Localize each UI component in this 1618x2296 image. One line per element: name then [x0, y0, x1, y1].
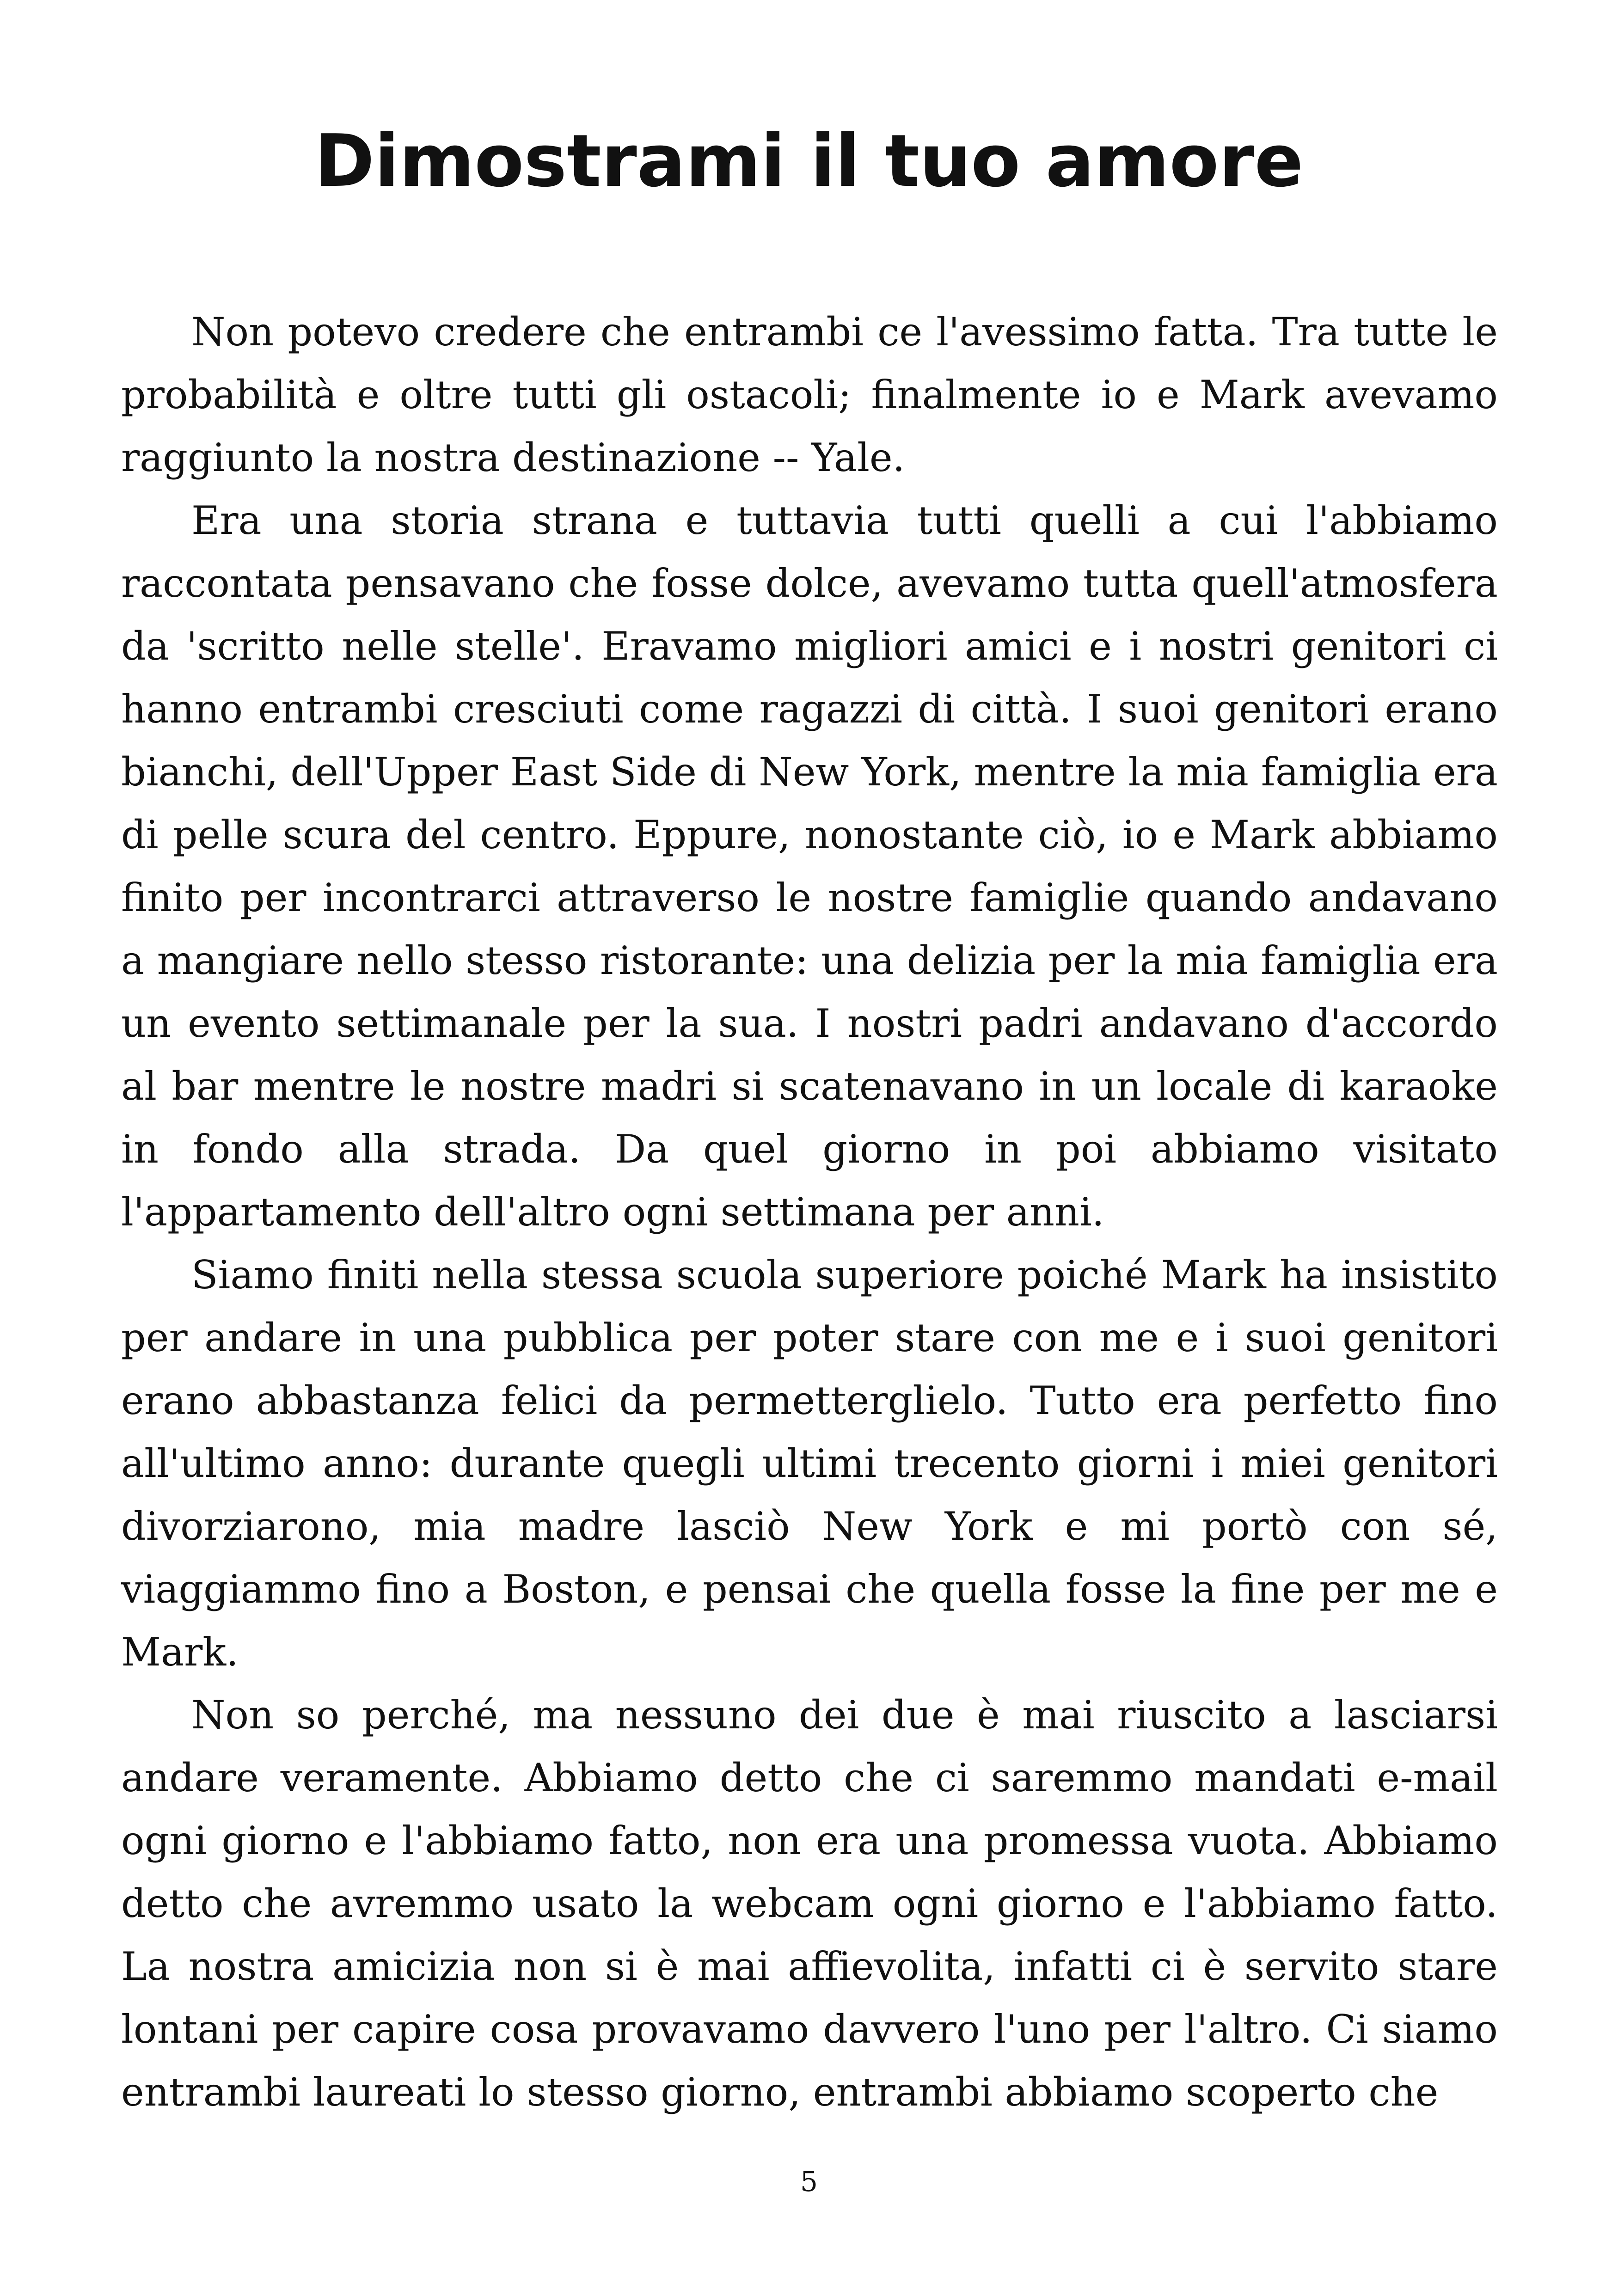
chapter-title: Dimostrami il tuo amore: [314, 119, 1304, 203]
chapter-body: [121, 300, 1498, 2124]
page-number: 5: [800, 2166, 818, 2198]
paragraph-2: Era una storia strana e tuttavia tutti quelli a cui l'abbiamo raccontata pensavano che fosse dolce, avevamo tutta quell'atmosfera da 'scritto nelle stelle'. Eravamo migliori amici e i nostri genitori ci hanno entrambi cresciuti come ragazzi di città. I suoi genitori erano bianchi, dell'Upper East Side di New York, mentre la mia famiglia era di pelle scura del centro. Eppure, nonostante ciò, io e Mark abbiamo finito per incontrarci attraverso le nostre famiglie quando andavano a mangiare nello stesso ristorante: una delizia per la mia famiglia era un evento settimanale per la sua. I nostri padri andavano d'accordo al bar mentre le nostre madri si scatenavano in un locale di karaoke in fondo alla strada. Da quel giorno in poi abbiamo visitato l'appartamento dell'altro ogni settimana per anni.: [121, 498, 1498, 1235]
paragraph-4: Non so perché, ma nessuno dei due è mai riuscito a lasciarsi andare veramente. Abbiamo detto che ci saremmo mandati e-mail ogni giorno e l'abbiamo fatto, non era una promessa vuota. Abbiamo detto che avremmo usato la webcam ogni giorno e l'abbiamo fatto. La nostra amicizia non si è mai affievolita, infatti ci è servito stare lontani per capire cosa provavamo davvero l'uno per l'altro. Ci siamo entrambi laureati lo stesso giorno, entrambi abbiamo scoperto che: [121, 1692, 1498, 2115]
paragraph-3: Siamo finiti nella stessa scuola superiore poiché Mark ha insistito per andare in una pubblica per poter stare con me e i suoi genitori erano abbastanza felici da permetterglielo. Tutto era perfetto fino all'ultimo anno: durante quegli ultimi trecento giorni i miei genitori divorziarono, mia madre lasciò New York e mi portò con sé, viaggiammo fino a Boston, e pensai che quella fosse la fine per me e Mark.: [121, 1252, 1498, 1675]
paragraph-1: Non potevo credere che entrambi ce l'avessimo fatta. Tra tutte le probabilità e oltre tutti gli ostacoli; finalmente io e Mark avevamo raggiunto la nostra destinazione -- Yale.: [121, 309, 1498, 480]
